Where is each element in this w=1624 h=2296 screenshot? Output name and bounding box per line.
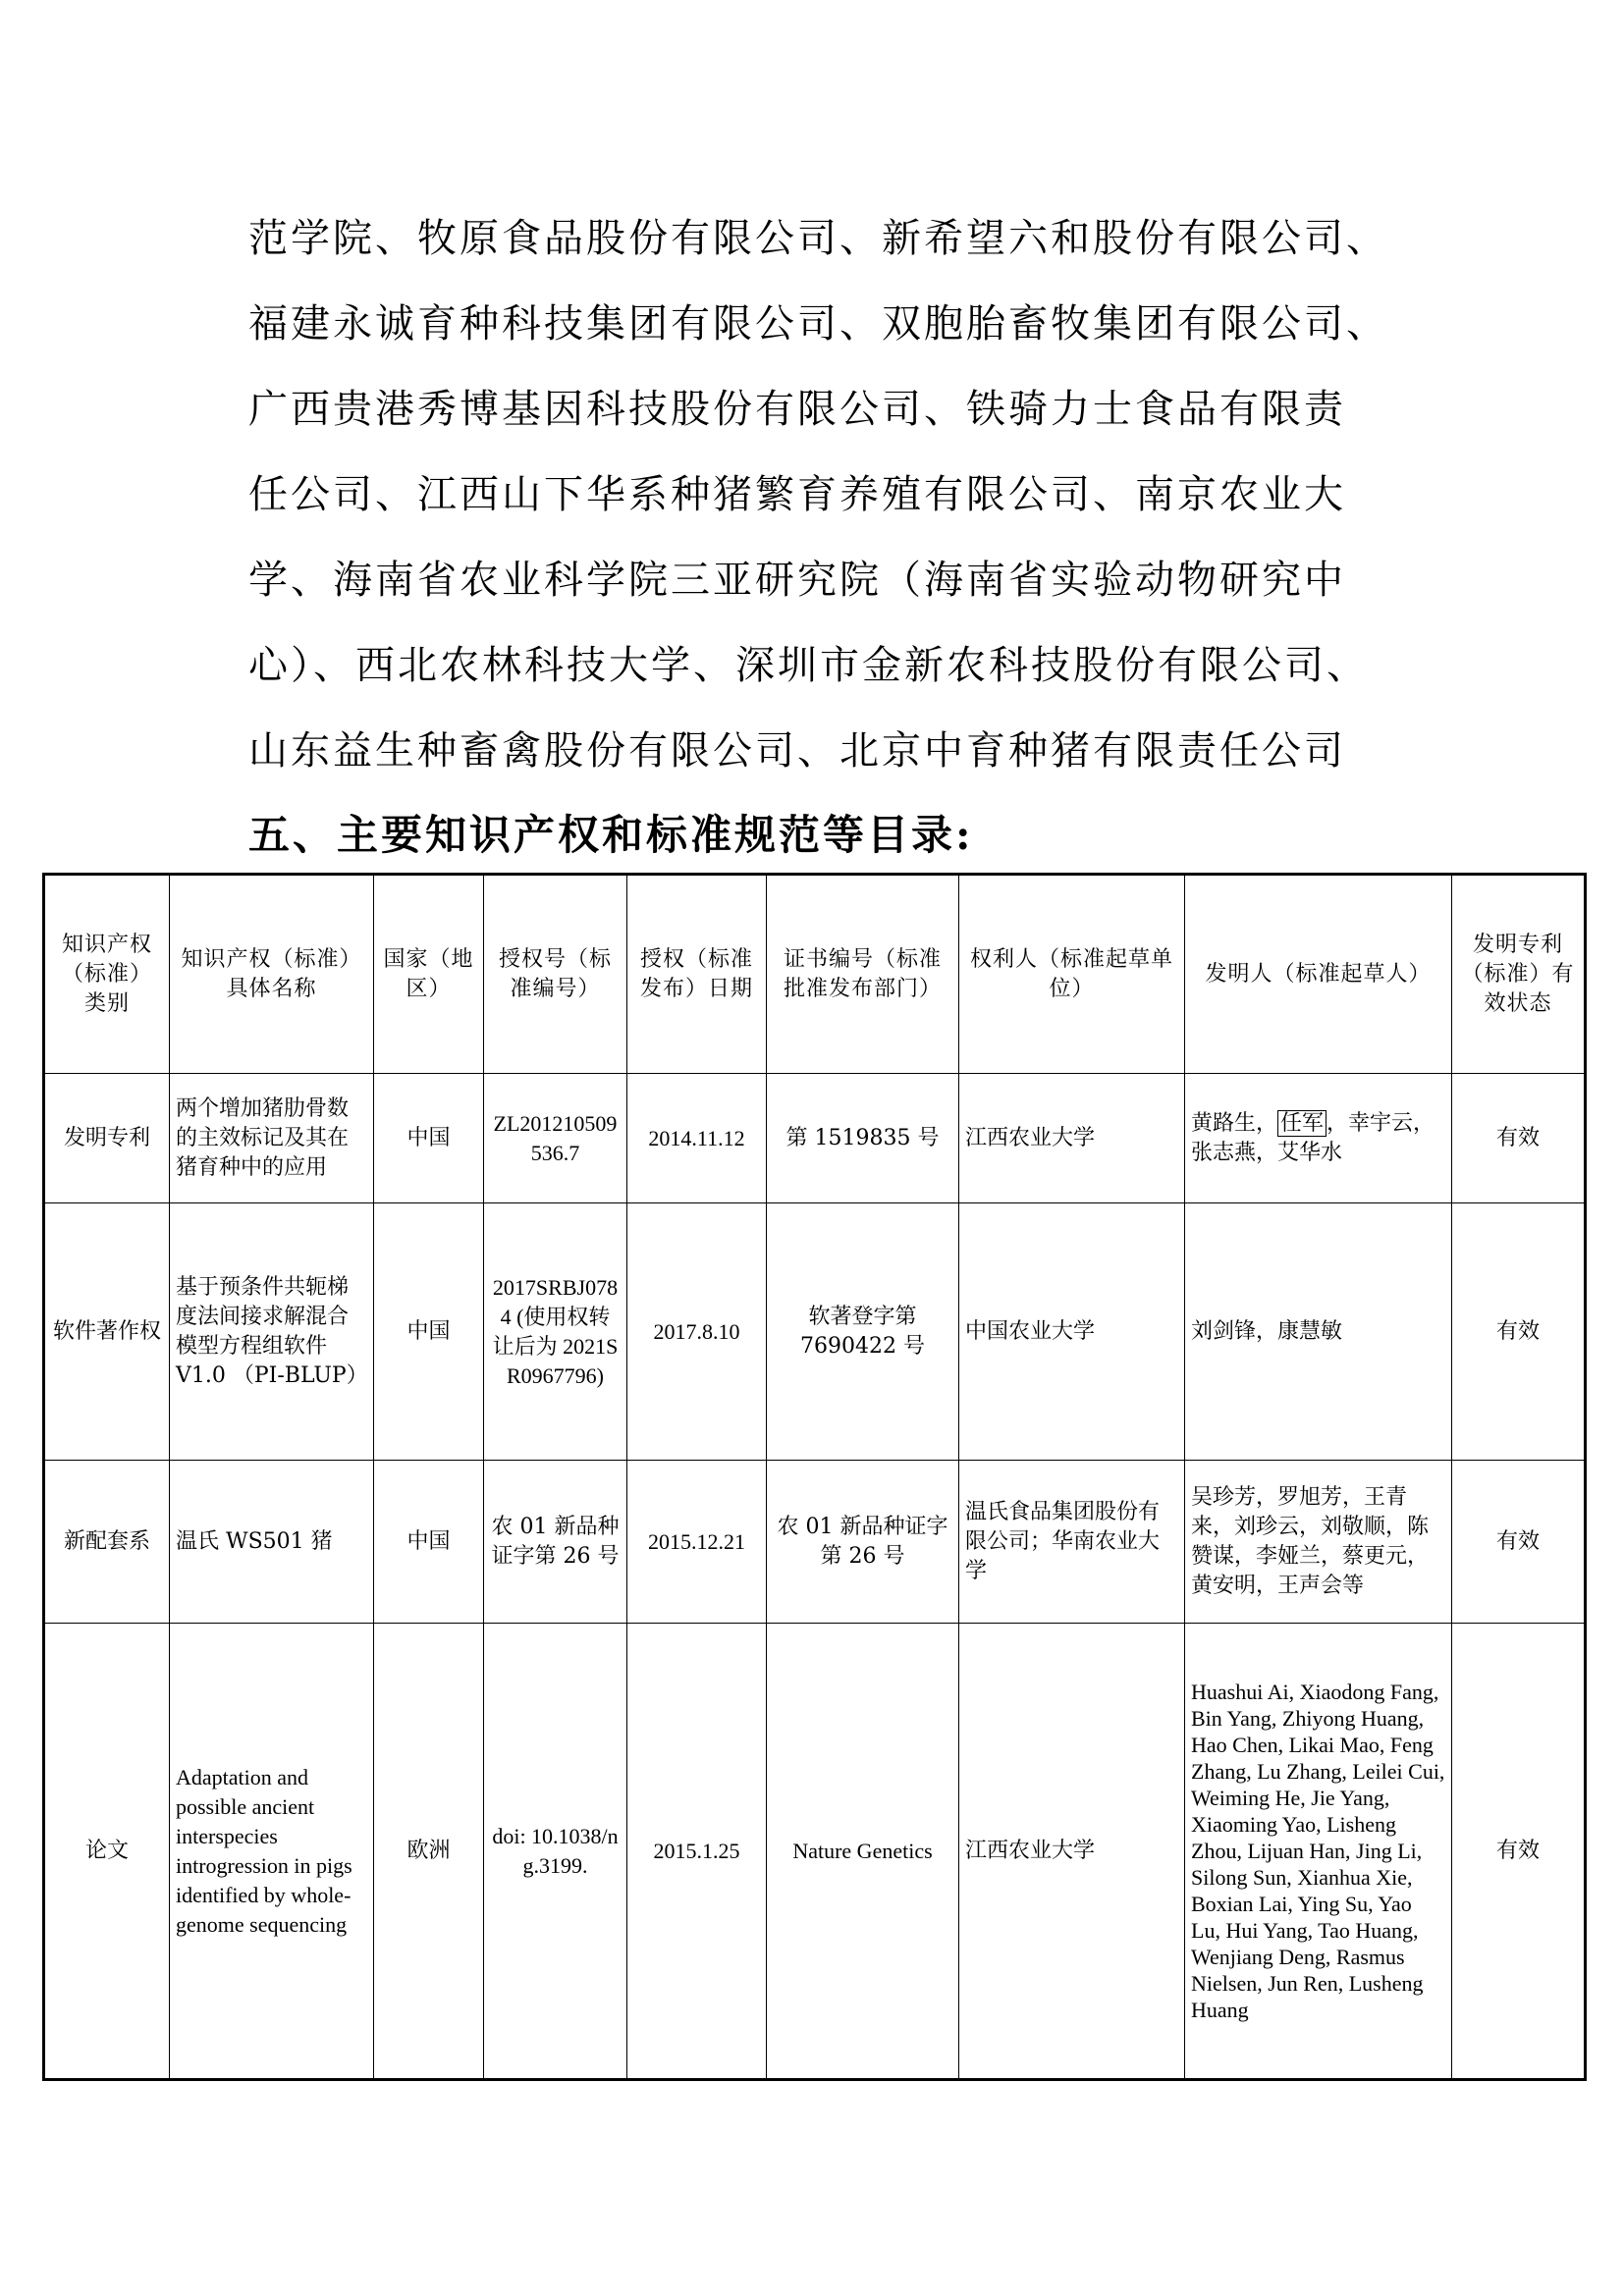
section-heading: 五、主要知识产权和标准规范等目录: bbox=[248, 811, 974, 859]
header-cell: 国家（地区） bbox=[374, 875, 484, 1074]
holder-cell: 温氏食品集团股份有限公司；华南农业大学 bbox=[959, 1461, 1185, 1624]
date-cell: 2014.11.12 bbox=[627, 1074, 767, 1203]
cert-cell: 软著登字第 7690422 号 bbox=[767, 1203, 959, 1461]
header-cell: 发明专利（标准）有效状态 bbox=[1452, 875, 1586, 1074]
status-cell: 有效 bbox=[1452, 1461, 1586, 1624]
name-cell: 基于预条件共轭梯度法间接求解混合模型方程组软件 V1.0 （PI-BLUP） bbox=[170, 1203, 374, 1461]
ip-table bbox=[42, 873, 1587, 2081]
organization-list-paragraph bbox=[248, 196, 1427, 794]
header-cell: 知识产权（标准）具体名称 bbox=[170, 875, 374, 1074]
status-cell: 有效 bbox=[1452, 1203, 1586, 1461]
paragraph-line: 山东益生种畜禽股份有限公司、北京中育种猪有限责任公司 bbox=[248, 728, 1346, 774]
category-cell: 新配套系 bbox=[44, 1461, 170, 1624]
table-row bbox=[44, 1203, 1586, 1461]
header-cell: 知识产权（标准）类别 bbox=[44, 875, 170, 1074]
paragraph-line: 学、海南省农业科学院三亚研究院（海南省实验动物研究中 bbox=[248, 558, 1346, 603]
auth-no-cell: 农 01 新品种证字第 26 号 bbox=[484, 1461, 627, 1624]
country-cell: 中国 bbox=[374, 1203, 484, 1461]
cert-cell: 农 01 新品种证字第 26 号 bbox=[767, 1461, 959, 1624]
country-cell: 中国 bbox=[374, 1074, 484, 1203]
auth-no-cell: doi: 10.1038/ng.3199. bbox=[484, 1624, 627, 2080]
header-cell: 授权（标准发布）日期 bbox=[627, 875, 767, 1074]
header-cell: 证书编号（标准批准发布部门） bbox=[767, 875, 959, 1074]
header-cell: 权利人（标准起草单位） bbox=[959, 875, 1185, 1074]
cert-cell: Nature Genetics bbox=[767, 1624, 959, 2080]
category-cell: 发明专利 bbox=[44, 1074, 170, 1203]
date-cell: 2015.1.25 bbox=[627, 1624, 767, 2080]
paragraph-line: 广西贵港秀博基因科技股份有限公司、铁骑力士食品有限责 bbox=[248, 387, 1346, 432]
holder-cell: 江西农业大学 bbox=[959, 1624, 1185, 2080]
inventors-cell: 吴珍芳，罗旭芳，王青来，刘珍云，刘敬顺，陈赞谋，李娅兰，蔡更元，黄安明，王声会等 bbox=[1185, 1461, 1452, 1624]
auth-no-cell: ZL201210509536.7 bbox=[484, 1074, 627, 1203]
inventors-cell: 刘剑锋，康慧敏 bbox=[1185, 1203, 1452, 1461]
table-row bbox=[44, 1461, 1586, 1624]
highlighted-inventor: 任军 bbox=[1277, 1110, 1326, 1137]
paragraph-line: 范学院、牧原食品股份有限公司、新希望六和股份有限公司、 bbox=[248, 216, 1388, 261]
date-cell: 2015.12.21 bbox=[627, 1461, 767, 1624]
paragraph-line: 任公司、江西山下华系种猪繁育养殖有限公司、南京农业大 bbox=[248, 472, 1346, 517]
paragraph-line: 心）、西北农林科技大学、深圳市金新农科技股份有限公司、 bbox=[248, 643, 1369, 688]
table-row bbox=[44, 1624, 1586, 2080]
name-cell: Adaptation and possible ancient interspecies introgression in pigs identified by whole-genome sequencing bbox=[170, 1624, 374, 2080]
inventors-text: 黄路生， bbox=[1191, 1110, 1278, 1136]
category-cell: 软件著作权 bbox=[44, 1203, 170, 1461]
holder-cell: 江西农业大学 bbox=[959, 1074, 1185, 1203]
country-cell: 中国 bbox=[374, 1461, 484, 1624]
holder-cell: 中国农业大学 bbox=[959, 1203, 1185, 1461]
inventors-text: ，幸宇云，张志燕，艾华水 bbox=[1191, 1110, 1435, 1165]
table-row bbox=[44, 1074, 1586, 1203]
country-cell: 欧洲 bbox=[374, 1624, 484, 2080]
name-cell: 温氏 WS501 猪 bbox=[170, 1461, 374, 1624]
date-cell: 2017.8.10 bbox=[627, 1203, 767, 1461]
status-cell: 有效 bbox=[1452, 1074, 1586, 1203]
header-cell: 授权号（标准编号） bbox=[484, 875, 627, 1074]
table-header-row bbox=[44, 875, 1586, 1074]
auth-no-cell: 2017SRBJ0784 (使用权转让后为 2021SR0967796) bbox=[484, 1203, 627, 1461]
cert-cell: 第 1519835 号 bbox=[767, 1074, 959, 1203]
status-cell: 有效 bbox=[1452, 1624, 1586, 2080]
header-cell: 发明人（标准起草人） bbox=[1185, 875, 1452, 1074]
inventors-cell bbox=[1185, 1074, 1452, 1203]
category-cell: 论文 bbox=[44, 1624, 170, 2080]
paragraph-line: 福建永诚育种科技集团有限公司、双胞胎畜牧集团有限公司、 bbox=[248, 301, 1388, 347]
name-cell: 两个增加猪肋骨数的主效标记及其在猪育种中的应用 bbox=[170, 1074, 374, 1203]
inventors-cell: Huashui Ai, Xiaodong Fang, Bin Yang, Zhiyong Huang, Hao Chen, Likai Mao, Feng Zhang, Lu Zhang, Leilei Cui, Weiming He, Jie Yang, Xiaoming Yao, Lisheng Zhou, Lijuan Han, Jing Li, Silong Sun, Xianhua Xie, Boxian Lai, Ying Su, Yao Lu, Hui Yang, Tao Huang, Wenjiang Deng, Rasmus Nielsen, Jun Ren, Lusheng Huang bbox=[1185, 1624, 1452, 2080]
